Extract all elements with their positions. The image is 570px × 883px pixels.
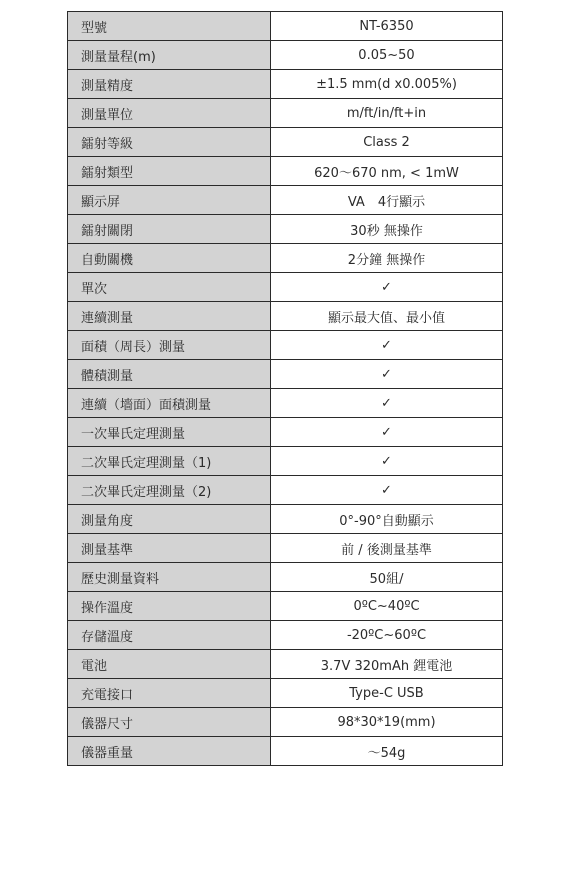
spec-label: 二次畢氏定理測量（2) <box>68 476 271 505</box>
spec-check-value: ✓ <box>271 476 503 505</box>
spec-table <box>67 11 503 766</box>
spec-label: 自動關機 <box>68 244 271 273</box>
spec-label: 測量基準 <box>68 534 271 563</box>
spec-value: 98*30*19(mm) <box>271 708 503 737</box>
spec-value: 2分鐘 無操作 <box>271 244 503 273</box>
spec-label: 充電接口 <box>68 679 271 708</box>
spec-row <box>68 418 503 447</box>
spec-row <box>68 302 503 331</box>
spec-row <box>68 273 503 302</box>
spec-label: 鐳射關閉 <box>68 215 271 244</box>
spec-label: 儀器重量 <box>68 737 271 766</box>
spec-label: 連續（墻面）面積測量 <box>68 389 271 418</box>
spec-row <box>68 650 503 679</box>
spec-row <box>68 12 503 41</box>
spec-row <box>68 128 503 157</box>
spec-value: ±1.5 mm(d x0.005%) <box>271 70 503 99</box>
spec-label: 電池 <box>68 650 271 679</box>
spec-row <box>68 737 503 766</box>
spec-value: 0°-90°自動顯示 <box>271 505 503 534</box>
spec-row <box>68 447 503 476</box>
spec-label: 歷史測量資料 <box>68 563 271 592</box>
spec-check-value: ✓ <box>271 389 503 418</box>
spec-label: 二次畢氏定理測量（1) <box>68 447 271 476</box>
spec-label: 測量精度 <box>68 70 271 99</box>
spec-row <box>68 534 503 563</box>
spec-value: Type-C USB <box>271 679 503 708</box>
spec-row <box>68 563 503 592</box>
spec-row <box>68 679 503 708</box>
spec-label: 測量量程(m) <box>68 41 271 70</box>
spec-label: 鐳射類型 <box>68 157 271 186</box>
spec-label: 測量單位 <box>68 99 271 128</box>
spec-check-value: ✓ <box>271 331 503 360</box>
spec-row <box>68 157 503 186</box>
spec-label: 體積測量 <box>68 360 271 389</box>
spec-label: 測量角度 <box>68 505 271 534</box>
spec-value: 50組/ <box>271 563 503 592</box>
spec-row <box>68 99 503 128</box>
spec-value: 前 / 後測量基準 <box>271 534 503 563</box>
spec-row <box>68 389 503 418</box>
spec-label: 面積（周長）測量 <box>68 331 271 360</box>
spec-table-body <box>68 12 503 766</box>
spec-row <box>68 244 503 273</box>
spec-value: Class 2 <box>271 128 503 157</box>
spec-row <box>68 70 503 99</box>
spec-value: -20ºC~60ºC <box>271 621 503 650</box>
spec-row <box>68 41 503 70</box>
spec-label: 型號 <box>68 12 271 41</box>
spec-row <box>68 360 503 389</box>
spec-label: 單次 <box>68 273 271 302</box>
spec-row <box>68 331 503 360</box>
spec-check-value: ✓ <box>271 447 503 476</box>
spec-check-value: ✓ <box>271 273 503 302</box>
spec-label: 操作溫度 <box>68 592 271 621</box>
spec-label: 存儲溫度 <box>68 621 271 650</box>
spec-row <box>68 186 503 215</box>
spec-row <box>68 476 503 505</box>
spec-row <box>68 592 503 621</box>
spec-value: m/ft/in/ft+in <box>271 99 503 128</box>
spec-check-value: ✓ <box>271 418 503 447</box>
spec-value: 620～670 nm, < 1mW <box>271 157 503 186</box>
spec-value: ～54g <box>271 737 503 766</box>
spec-value: 3.7V 320mAh 鋰電池 <box>271 650 503 679</box>
spec-label: 鐳射等級 <box>68 128 271 157</box>
spec-label: 顯示屏 <box>68 186 271 215</box>
spec-value: 30秒 無操作 <box>271 215 503 244</box>
spec-row <box>68 621 503 650</box>
spec-row <box>68 505 503 534</box>
spec-row <box>68 708 503 737</box>
spec-row <box>68 215 503 244</box>
spec-value: VA 4行顯示 <box>271 186 503 215</box>
spec-value: NT-6350 <box>271 12 503 41</box>
spec-label: 一次畢氏定理測量 <box>68 418 271 447</box>
spec-check-value: ✓ <box>271 360 503 389</box>
spec-value: 0.05~50 <box>271 41 503 70</box>
spec-label: 連續測量 <box>68 302 271 331</box>
spec-value: 顯示最大值、最小值 <box>271 302 503 331</box>
spec-value: 0ºC~40ºC <box>271 592 503 621</box>
spec-label: 儀器尺寸 <box>68 708 271 737</box>
